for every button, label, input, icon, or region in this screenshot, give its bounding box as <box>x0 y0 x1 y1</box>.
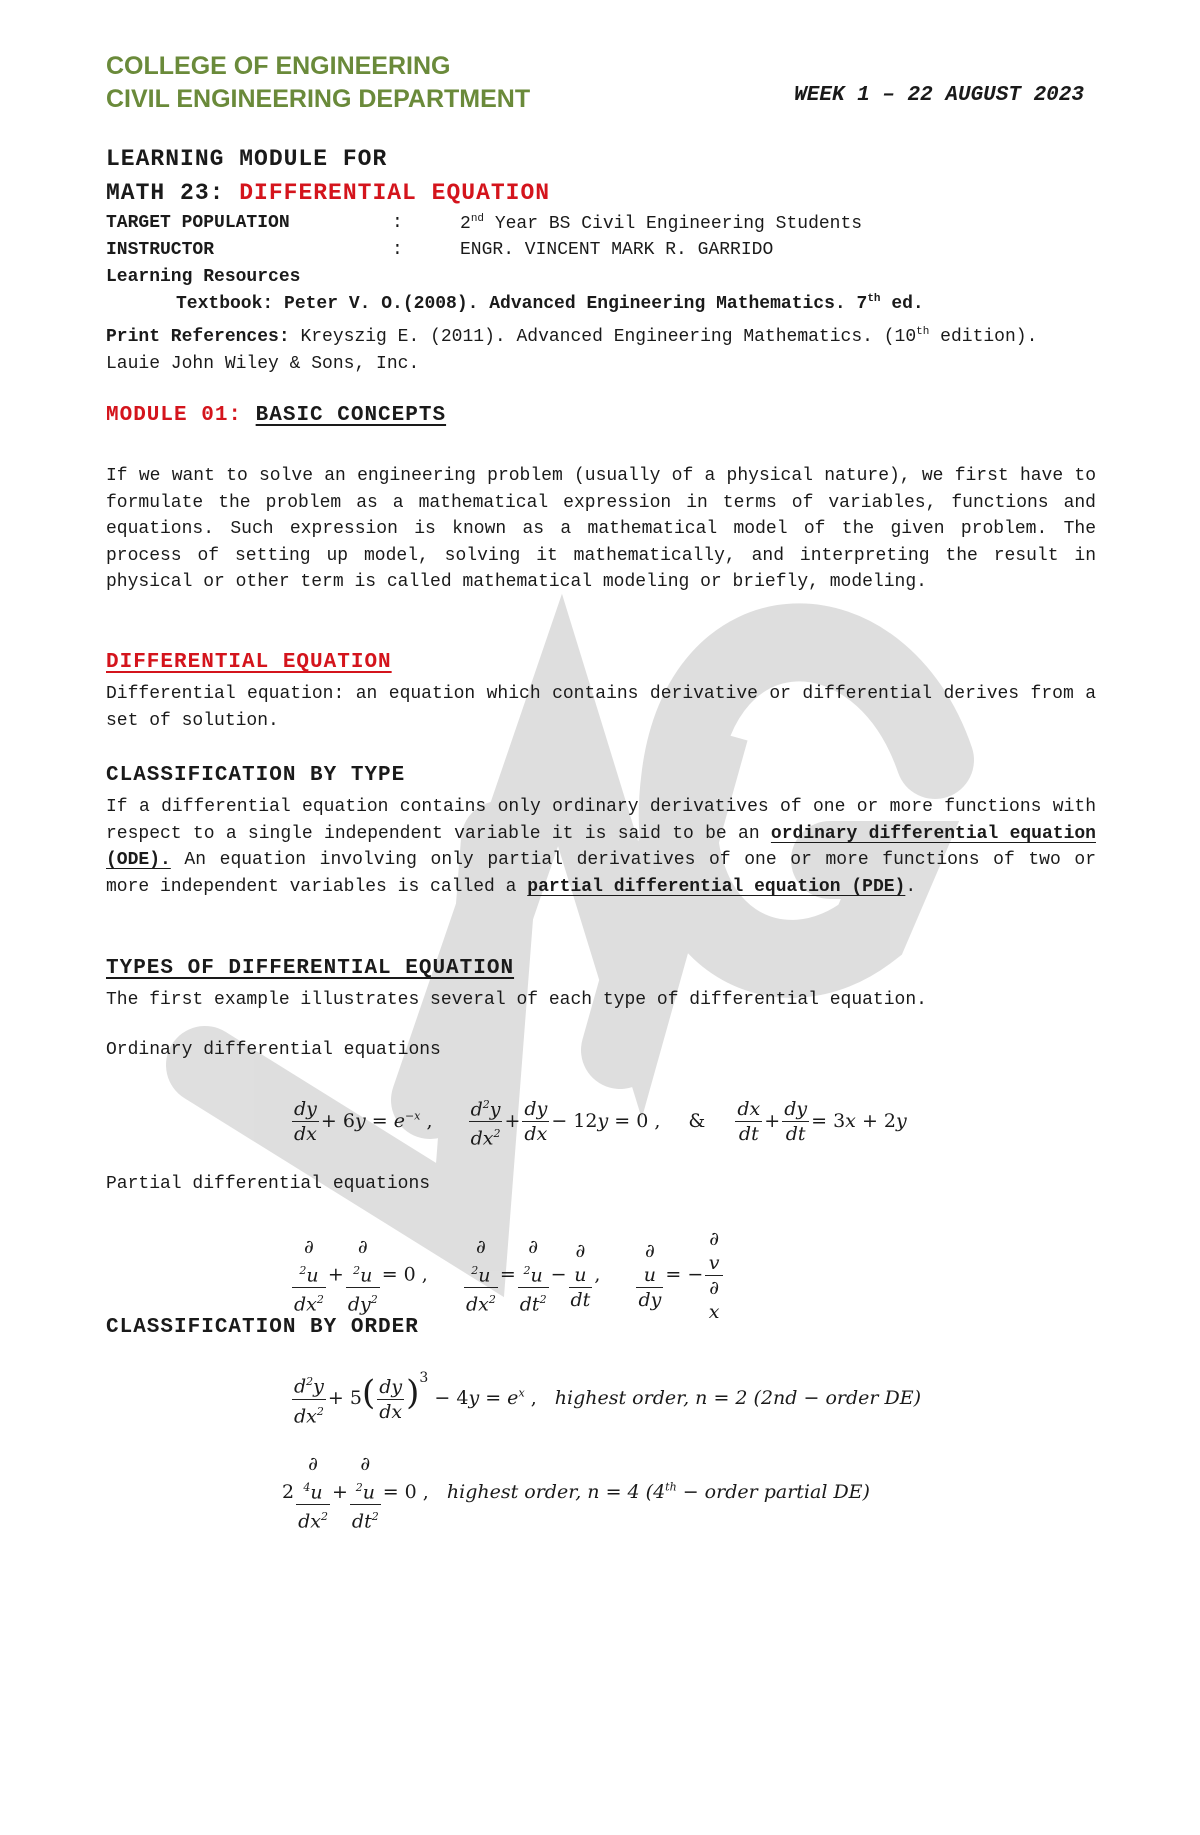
types-heading: TYPES OF DIFFERENTIAL EQUATION <box>106 957 515 980</box>
order-equation-1: $\frac{d^2y}{dx^2}$ + 5( $\frac{dy}{dx}$ )$^3 - 4y = e^x$ , highest order, n = 2 (2nd − order DE) <box>294 1370 922 1427</box>
module01-intro: If we want to solve an engineering problem (usually of a physical nature), we first have to formulate the problem as a mathematical expression in terms of variables, functions and equations. Such expression is known as a mathematical model of the given problem. The process of setting up model, solving it mathematically, and interpreting the result in physical or other term is called mathematical modeling or briefly, modeling. <box>106 466 1096 592</box>
course-name: DIFFERENTIAL EQUATION <box>239 180 551 206</box>
order-note-2: highest order, n = 4 (4th − order partial DE) <box>446 1480 870 1503</box>
target-value: 2nd Year BS Civil Engineering Students <box>460 213 863 234</box>
de-definition: Differential equation: an equation which contains derivative or differential derives from a set of solution. <box>106 684 1096 731</box>
pde-term: partial differential equation (PDE) <box>527 876 906 897</box>
institution-header <box>106 50 530 116</box>
order-note-1: highest order, n = 2 (2nd − order DE) <box>554 1387 922 1409</box>
instructor-value: ENGR. VINCENT MARK R. GARRIDO <box>460 240 774 260</box>
module-title-line1: LEARNING MODULE FOR <box>106 146 388 172</box>
ode-equations: $\frac{dy}{dx}$ + $6y = e^{-x}$ , $\frac{d^2y}{dx^2}$ + $\frac{dy}{dx}$ − 12y = 0 , & $\frac{dx}{dt}$ + $\frac{dy}{dt}$ = 3x + 2y <box>290 1093 907 1151</box>
module01-label: MODULE 01: <box>106 404 243 427</box>
instructor-colon: : <box>392 240 403 260</box>
module01-title: BASIC CONCEPTS <box>255 404 447 427</box>
type-heading: CLASSIFICATION BY TYPE <box>106 764 406 787</box>
instructor-label: INSTRUCTOR <box>106 240 215 260</box>
order-heading: CLASSIFICATION BY ORDER <box>106 1316 419 1339</box>
resources-label: Learning Resources <box>106 267 301 287</box>
pde-equations: ∂ $^2$u $dx^2$ + ∂ $^2$u $dy^2$ = 0 , ∂ $^2$u $dx^2$ = ∂ $^2$u $dt^2$ − ∂ u dt , ∂ u dy = − ∂ v ∂ x <box>290 1227 725 1324</box>
module01-heading <box>106 404 1096 427</box>
week-date: WEEK 1 – 22 AUGUST 2023 <box>794 84 1084 107</box>
textbook-ref: Textbook: Peter V. O.(2008). Advanced Engineering Mathematics. 7th ed. <box>176 293 924 314</box>
target-colon: : <box>392 213 403 233</box>
types-text: The first example illustrates several of each type of differential equation. <box>106 990 927 1010</box>
print-references: Print References: Kreyszig E. (2011). Advanced Engineering Mathematics. (10th edition). Lauie John Wiley & Sons, Inc. <box>106 326 1038 374</box>
target-label: TARGET POPULATION <box>106 213 290 233</box>
ode-term: ordinary differential equation (ODE). <box>106 823 1096 870</box>
college-name: COLLEGE OF ENGINEERING <box>106 52 451 80</box>
order-equation-2: 2 ∂ $^4$u $dx^2$ + ∂ $^2$u $dt^2$ = 0 , highest order, n = 4 (4th − order partial DE) <box>282 1453 870 1533</box>
de-heading: DIFFERENTIAL EQUATION <box>106 651 392 674</box>
partial-label: Partial differential equations <box>106 1174 431 1194</box>
course-code: MATH 23: <box>106 180 225 206</box>
department-name: CIVIL ENGINEERING DEPARTMENT <box>106 85 531 113</box>
type-text: If a differential equation contains only ordinary derivatives of one or more functions with respect to a single independent variable it is said to be an ordinary differential equation (ODE). An equation involving only partial derivatives of one or more functions of two or more independent variables is called a partial differential equation (PDE). <box>106 797 1096 897</box>
ordinary-label: Ordinary differential equations <box>106 1040 441 1060</box>
module-title-line2 <box>106 180 1096 206</box>
